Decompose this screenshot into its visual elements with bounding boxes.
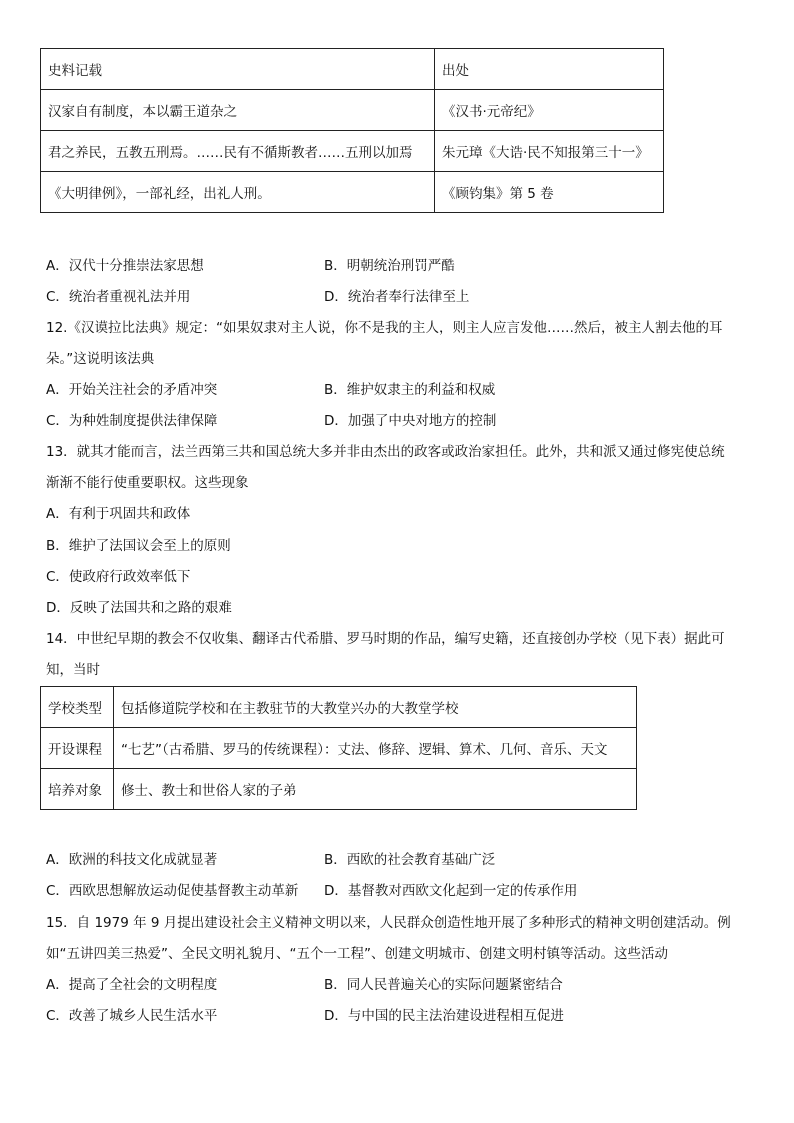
table-cell: 开设课程 — [41, 728, 114, 769]
table-cell: 修士、教士和世俗人家的子弟 — [114, 769, 637, 810]
q12-option-d: D．加强了中央对地方的控制 — [324, 413, 497, 429]
q14-option-b: B．西欧的社会教育基础广泛 — [324, 852, 496, 868]
table-cell: 出处 — [435, 49, 664, 90]
table-row — [41, 131, 664, 172]
source-table — [40, 48, 664, 213]
table-cell: 汉家自有制度，本以霸王道杂之 — [41, 90, 435, 131]
q14-stem-line: 知，当时 — [46, 662, 100, 678]
q11-option-b: B．明朝统治刑罚严酷 — [324, 258, 455, 274]
q13-option-c: C．使政府行政效率低下 — [46, 569, 191, 585]
q12-option-b: B．维护奴隶主的利益和权威 — [324, 382, 496, 398]
q13-option-d: D．反映了法国共和之路的艰难 — [46, 600, 232, 616]
school-table — [40, 686, 637, 810]
q12-stem-line: 12.《汉谟拉比法典》规定：“如果奴隶对主人说，你不是我的主人，则主人应言发他……然后，被主人割去他的耳 — [46, 320, 723, 336]
table-cell: 培养对象 — [41, 769, 114, 810]
table-cell: 史料记载 — [41, 49, 435, 90]
table-row — [41, 728, 637, 769]
table-cell: 君之养民，五教五刑焉。……民有不循斯教者……五刑以加焉 — [41, 131, 435, 172]
table-cell: 《顾钧集》第 5 卷 — [435, 172, 664, 213]
q15-option-b: B．同人民普遍关心的实际问题紧密结合 — [324, 977, 563, 993]
table-cell: “七艺”（古希腊、罗马的传统课程）：丈法、修辞、逻辑、算术、几何、音乐、天文 — [114, 728, 637, 769]
table-cell: 学校类型 — [41, 687, 114, 728]
q11-option-c: C．统治者重视礼法并用 — [46, 289, 191, 305]
q11-option-d: D．统治者奉行法律至上 — [324, 289, 470, 305]
q14-option-c: C．西欧思想解放运动促使基督教主动革新 — [46, 883, 299, 899]
table-row — [41, 172, 664, 213]
q12-stem-line: 朵。”这说明该法典 — [46, 351, 155, 367]
q14-option-a: A．欧洲的科技文化成就显著 — [46, 852, 218, 868]
table-row — [41, 49, 664, 90]
q15-option-a: A．提高了全社会的文明程度 — [46, 977, 218, 993]
q13-option-b: B．维护了法国议会至上的原则 — [46, 538, 231, 554]
table-row — [41, 90, 664, 131]
q12-option-c: C．为种姓制度提供法律保障 — [46, 413, 218, 429]
table-cell: 包括修道院学校和在主教驻节的大教堂兴办的大教堂学校 — [114, 687, 637, 728]
q13-stem-line: 渐渐不能行使重要职权。这些现象 — [46, 475, 249, 491]
q12-option-a: A．开始关注社会的矛盾冲突 — [46, 382, 218, 398]
q15-stem-line: 如“五讲四美三热爱”、全民文明礼貌月、“五个一工程”、创建文明城市、创建文明村镇等活动。这些活动 — [46, 946, 668, 962]
table-row — [41, 687, 637, 728]
table-cell: 《汉书·元帝纪》 — [435, 90, 664, 131]
table-cell: 《大明律例》，一部礼经，出礼人刑。 — [41, 172, 435, 213]
q15-option-c: C．改善了城乡人民生活水平 — [46, 1008, 218, 1024]
q15-option-d: D．与中国的民主法治建设进程相互促进 — [324, 1008, 564, 1024]
table-cell: 朱元璋《大诰·民不知报第三十一》 — [435, 131, 664, 172]
q15-stem-line: 15．自 1979 年 9 月提出建设社会主义精神文明以来，人民群众创造性地开展了多种形式的精神文明创建活动。例 — [46, 915, 731, 931]
q14-stem-line: 14．中世纪早期的教会不仅收集、翻译古代希腊、罗马时期的作品，编写史籍，还直接创办学校（见下表）据此可 — [46, 631, 725, 647]
table-row — [41, 769, 637, 810]
q13-option-a: A．有利于巩固共和政体 — [46, 506, 191, 522]
q14-option-d: D．基督教对西欧文化起到一定的传承作用 — [324, 883, 578, 899]
q13-stem-line: 13．就其才能而言，法兰西第三共和国总统大多并非由杰出的政客或政治家担任。此外，共和派又通过修宪使总统 — [46, 444, 725, 460]
q11-option-a: A．汉代十分推崇法家思想 — [46, 258, 204, 274]
